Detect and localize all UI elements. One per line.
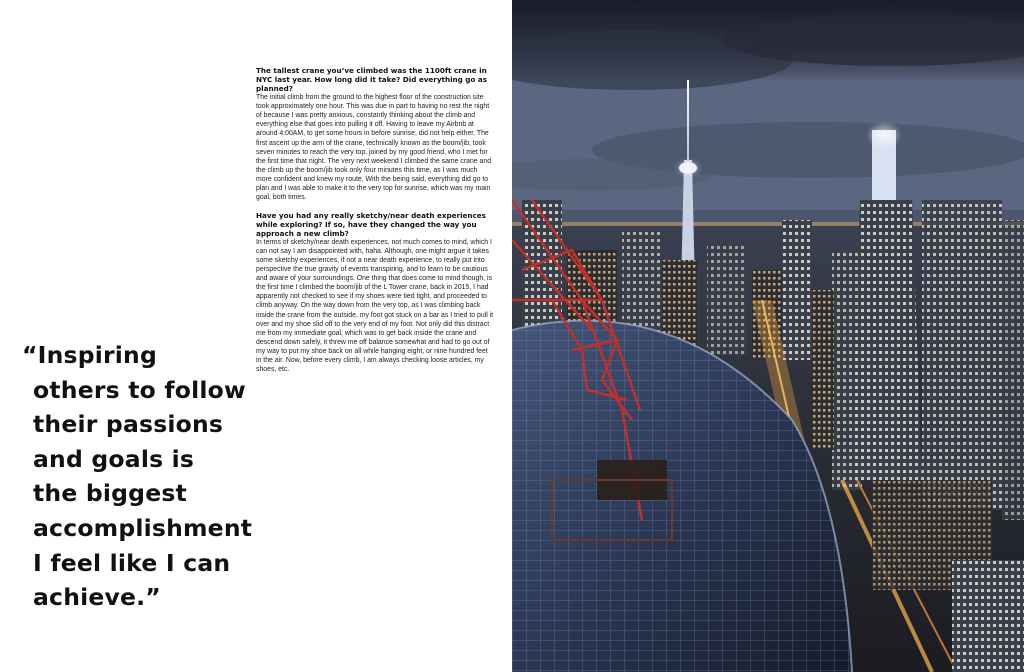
pull-quote-line: I feel like I can [33,548,231,577]
interview-question-1: The tallest crane you’ve climbed was the 1100ft crane in NYC last year. How long did it take? Did everything go as planned? [256,66,488,94]
photo-illustration [512,0,1024,672]
cityscape-photo [512,0,1024,672]
pull-quote-line: accomplishment [33,513,253,542]
interview-answer-2: In terms of sketchy/near death experiences, not much comes to mind, which I can not say I am disappointed with, haha. Although, one might argue it takes some sketchy experiences, if not a near death experience, to really put into perspective the true gravity of events transpiring, and to learn to be cautious and aware of your surroundings. One thing that does come to mind though, is the first time I climbed the boom/jib of the L Tower crane, back in 2015. I had apparently not checked to see if my shoes were tied tight, and proceeded to climb anyway. On the way down from the very top, as I was climbing back inside the crane from the outside, my foot got stuck on a bar as I tried to pull it over and my shoe slid off to the very end of my foot. Not only did this distract me from my immediate goal, which was to get back inside the crane and descend down safely, it threw me off balance somewhat and had to go out of my way to put my shoe back on all while hanging eight, or nine hundred feet in the air. Now, before every climb, I am always checking loose articles, my shoes, etc. [256,239,494,373]
interview-article [256,66,494,383]
pull-quote-line: “Inspiring [22,341,157,369]
pull-quote-line: and goals is [33,444,195,473]
interview-answer-1: The initial climb from the ground to the highest floor of the construction site took approximately one hour. This was due in part to having no rest the night of because I was pretty anxious, constantly thinking about the climb and everything else that goes into pulling it off. Having to leave my Airbnb at around 4:00AM, to get some hours in before sunrise, did not help either. The first ascent up the arm of the crane, technically known as the boom/jib, took seven minutes to reach the very top, joined by my good friend, who I met for the first time that night. The very next weekend I climbed the same crane and the climb up the boom/jib took only four minutes this time, as I was much more confident and knew my route. With the being said, everything did go to plan and I was able to make it to the very top for sunrise, which was my main goal, both times. [256,94,492,201]
pull-quote [22,338,252,615]
pull-quote-line: achieve.” [33,583,161,612]
pull-quote-line: others to follow [33,375,246,404]
pull-quote-line: the biggest [33,479,187,508]
pull-quote-line: their passions [33,410,224,439]
interview-question-2: Have you had any really sketchy/near death experiences while exploring? If so, have they changed the way you approach a new climb? [256,210,486,239]
